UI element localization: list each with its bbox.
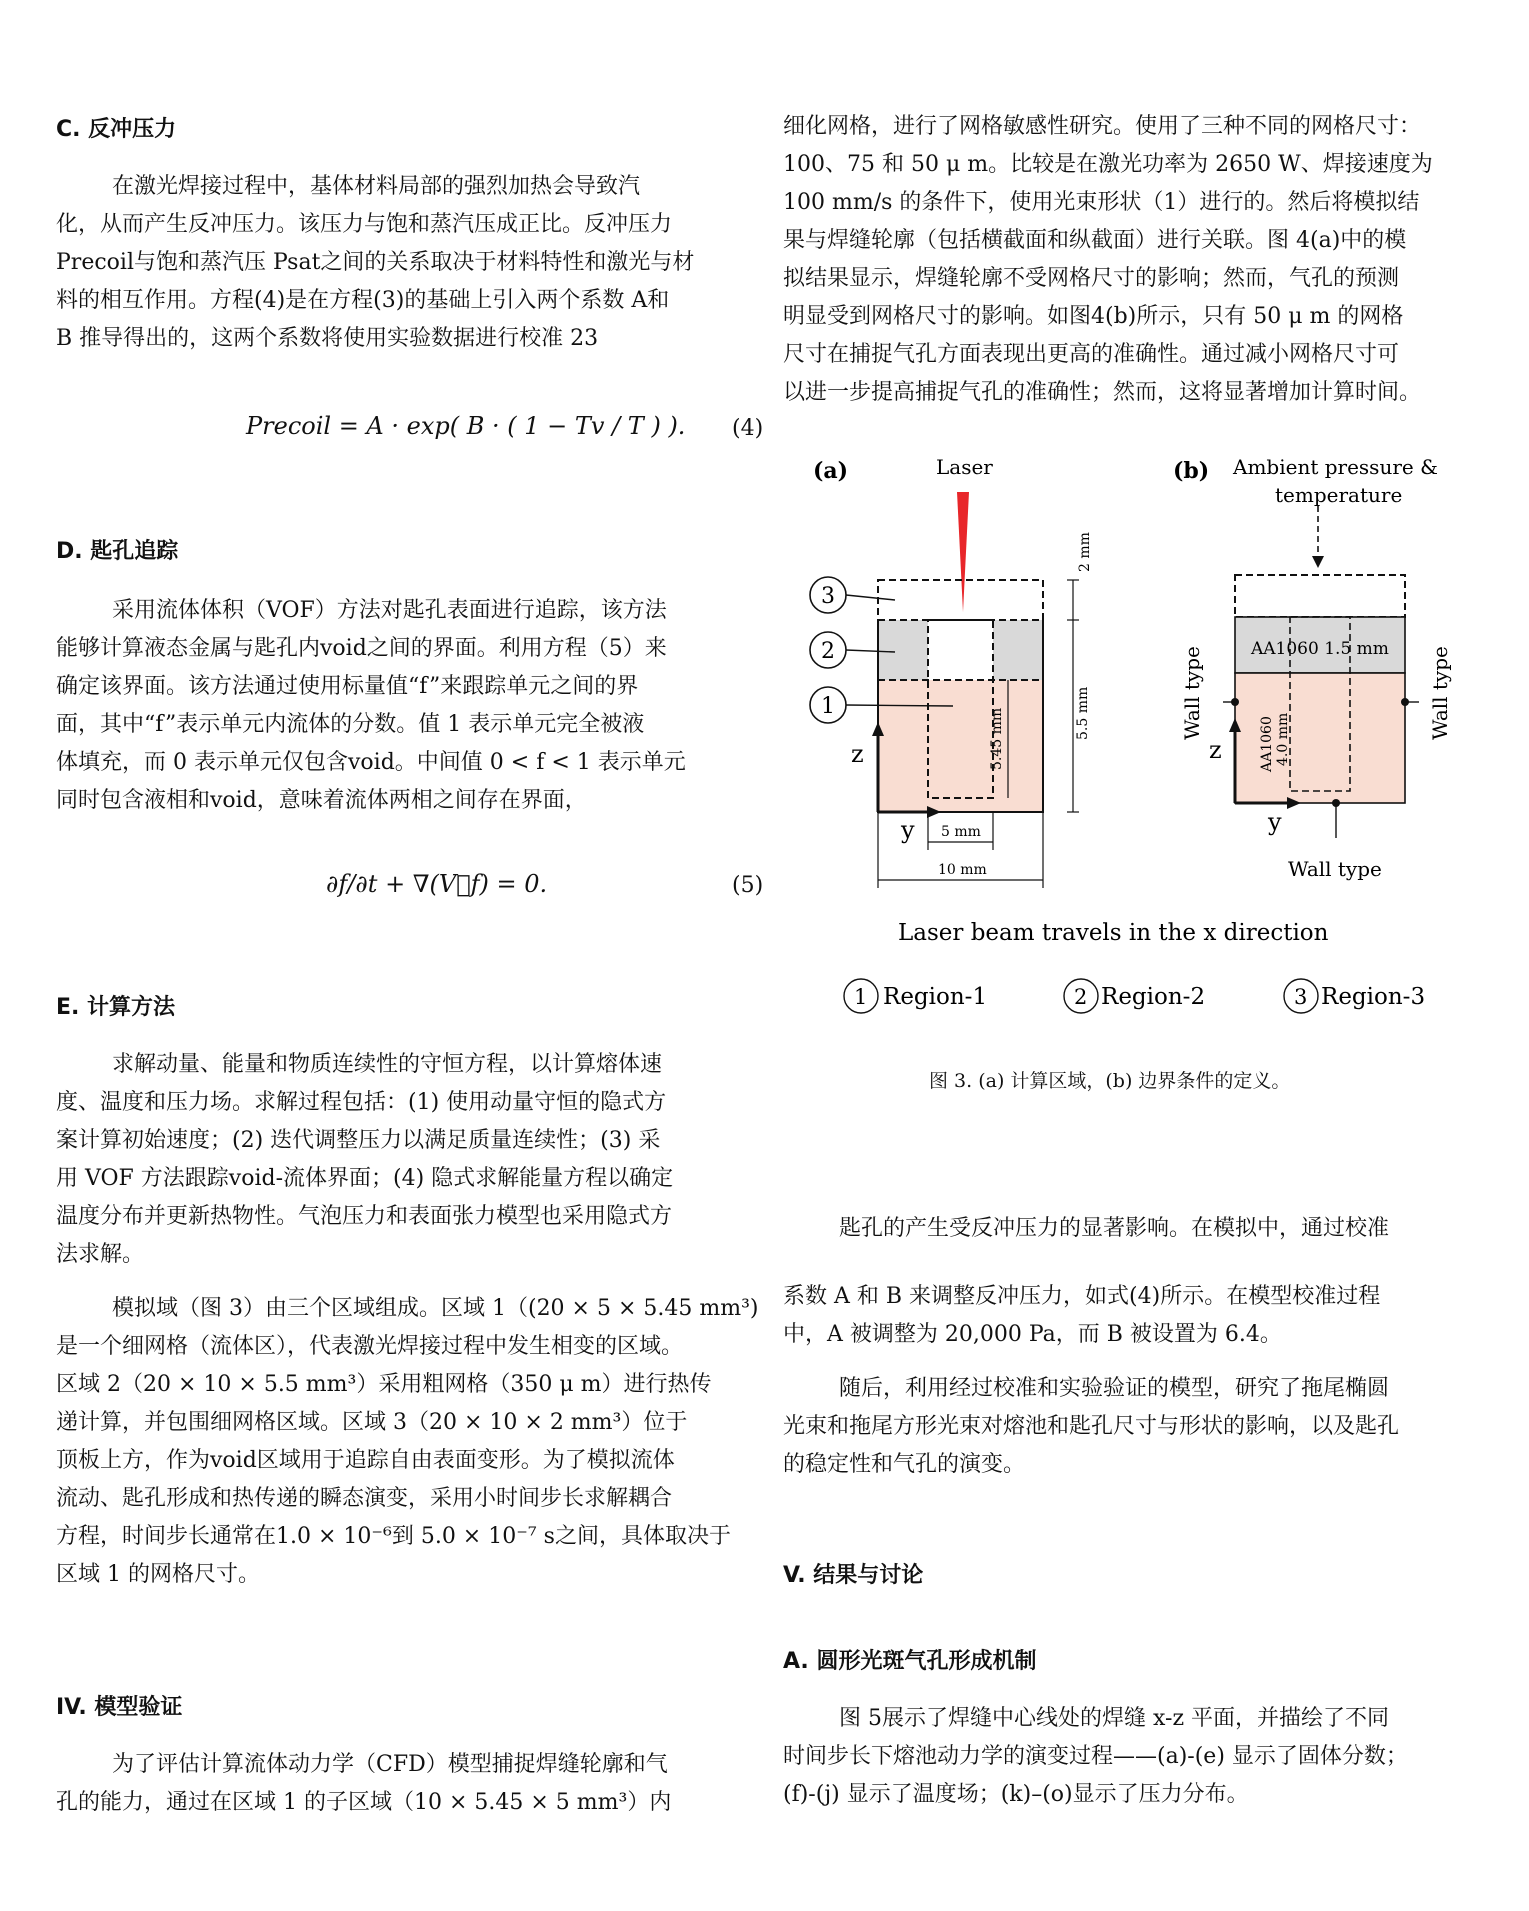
text-line: Precoil与饱和蒸汽压 Psat之间的关系取决于材料特性和激光与材 — [56, 250, 695, 275]
laser-beam — [957, 492, 969, 612]
text-line: 料的相互作用。方程(4)是在方程(3)的基础上引入两个系数 A和 — [56, 288, 670, 313]
equation-4-number: (4) — [732, 416, 764, 441]
panel-a-label: (a) — [813, 458, 849, 484]
section-iv-text — [56, 1746, 756, 1822]
text-line: 用 VOF 方法跟踪void-流体界面；(4) 隐式求解能量方程以确定 — [56, 1166, 674, 1191]
text-line: 果与焊缝轮廓（包括横截面和纵截面）进行关联。图 4(a)中的模 — [783, 228, 1407, 253]
dim-5-5mm-label: 5.5 mm — [1075, 686, 1091, 740]
equation-5-number: (5) — [732, 873, 764, 898]
figure-3 — [783, 440, 1503, 1040]
leader-line — [846, 595, 895, 600]
dim-10mm-label: 10 mm — [938, 862, 987, 878]
legend-region-2: Region-2 — [1101, 984, 1206, 1010]
text-line: 确定该界面。该方法通过使用标量值“f”来跟踪单元之间的界 — [56, 674, 639, 699]
text-line: 拟结果显示，焊缝轮廓不受网格尺寸的影响；然而，气孔的预测 — [783, 266, 1400, 291]
text-line: 化，从而产生反冲压力。该压力与饱和蒸汽压成正比。反冲压力 — [56, 212, 673, 237]
panel-b-label: (b) — [1173, 458, 1210, 484]
text-line: 方程，时间步长通常在1.0 × 10⁻⁶到 5.0 × 10⁻⁷ s之间，具体取决于 — [56, 1524, 731, 1549]
wall-type-right: Wall type — [1428, 646, 1452, 740]
section-iv-heading: IV. 模型验证 — [56, 1695, 183, 1720]
text-line: 面，其中“f”表示单元内流体的分数。值 1 表示单元完全被液 — [56, 712, 645, 737]
text-line: 随后，利用经过校准和实验验证的模型，研究了拖尾椭圆 — [839, 1376, 1390, 1401]
text-line: 案计算初始速度；(2) 迭代调整压力以满足质量连续性；(3) 采 — [56, 1128, 661, 1153]
travel-direction-label: Laser beam travels in the x direction — [898, 920, 1329, 946]
leader-line — [846, 705, 953, 706]
text-line: 温度分布并更新热物性。气泡压力和表面张力模型也采用隐式方 — [56, 1204, 673, 1229]
equation-5: ∂f/∂t + ∇(V⃗f) = 0. — [326, 870, 548, 898]
text-line: 的稳定性和气孔的演变。 — [783, 1452, 1026, 1477]
section-d-heading: D. 匙孔追踪 — [56, 539, 179, 564]
ambient-label-2: temperature — [1275, 483, 1403, 507]
region-2-right — [993, 620, 1043, 680]
dim-2mm-label: 2 mm — [1077, 532, 1093, 572]
wall-type-bottom: Wall type — [1288, 857, 1382, 881]
ambient-label-1: Ambient pressure & — [1233, 455, 1438, 479]
text-line: 图 5展示了焊缝中心线处的焊缝 x-z 平面，并描绘了不同 — [839, 1706, 1390, 1731]
equation-4: Precoil = A · exp( B · ( 1 − Tv / T ) ). — [246, 412, 686, 440]
text-line: 同时包含液相和void，意味着流体两相之间存在界面， — [56, 788, 587, 813]
section-e-heading: E. 计算方法 — [56, 995, 176, 1020]
section-c-text — [56, 168, 756, 358]
text-line: 细化网格，进行了网格敏感性研究。使用了三种不同的网格尺寸： — [783, 114, 1422, 139]
text-line: 以进一步提高捕捉气孔的准确性；然而，这将显著增加计算时间。 — [783, 380, 1422, 405]
wall-type-left: Wall type — [1180, 646, 1204, 740]
text-line: 求解动量、能量和物质连续性的守恒方程，以计算熔体速 — [112, 1052, 663, 1077]
text-line: 模拟域（图 3）由三个区域组成。区域 1（(20 × 5 × 5.45 mm³) — [112, 1296, 759, 1321]
text-line: 采用流体体积（VOF）方法对匙孔表面进行追踪，该方法 — [112, 598, 667, 623]
laser-label: Laser — [936, 455, 993, 479]
legend-marker-3-text: 3 — [1294, 985, 1308, 1009]
text-line: 度、温度和压力场。求解过程包括：(1) 使用动量守恒的隐式方 — [56, 1090, 667, 1115]
y-axis-label: y — [901, 816, 915, 844]
text-line: 中，A 被调整为 20,000 Pa，而 B 被设置为 6.4。 — [783, 1322, 1282, 1347]
text-line: (f)-(j) 显示了温度场；(k)–(o)显示了压力分布。 — [783, 1782, 1249, 1807]
right-mid-line1 — [783, 1210, 1503, 1248]
legend-region-3: Region-3 — [1321, 984, 1426, 1010]
section-e-para1 — [56, 1046, 756, 1274]
y-axis-b-label: y — [1268, 808, 1282, 836]
text-line: 体填充，而 0 表示单元仅包含void。中间值 0 < f < 1 表示单元 — [56, 750, 686, 775]
void-region-b — [1235, 575, 1405, 617]
text-line: 系数 A 和 B 来调整反冲压力，如式(4)所示。在模型校准过程 — [783, 1284, 1381, 1309]
legend-marker-2-text: 2 — [1074, 985, 1088, 1009]
marker-2-text: 2 — [821, 639, 835, 664]
text-line: 递计算，并包围细网格区域。区域 3（20 × 10 × 2 mm³）位于 — [56, 1410, 688, 1435]
section-e-para2 — [56, 1290, 759, 1594]
marker-1-text: 1 — [821, 694, 835, 719]
text-line: 100 mm/s 的条件下，使用光束形状（1）进行的。然后将模拟结 — [783, 190, 1420, 215]
text-line: 孔的能力，通过在区域 1 的子区域（10 × 5.45 × 5 mm³）内 — [56, 1790, 672, 1815]
text-line: 区域 1 的网格尺寸。 — [56, 1562, 260, 1587]
text-line: 流动、匙孔形成和热传递的瞬态演变，采用小时间步长求解耦合 — [56, 1486, 673, 1511]
section-v-a-text — [783, 1700, 1503, 1814]
right-top-text — [783, 108, 1503, 412]
section-c-heading: C. 反冲压力 — [56, 117, 177, 142]
section-v-a-heading: A. 圆形光斑气孔形成机制 — [783, 1649, 1037, 1674]
legend-region-1: Region-1 — [883, 984, 988, 1010]
region-2-left — [878, 620, 928, 680]
dim-5mm-label: 5 mm — [941, 824, 981, 840]
aa-side-label-1: AA1060 — [1259, 716, 1275, 772]
marker-3-text: 3 — [821, 584, 835, 609]
text-line: 是一个细网格（流体区），代表激光焊接过程中发生相变的区域。 — [56, 1334, 684, 1359]
text-line: B 推导得出的，这两个系数将使用实验数据进行校准 23 — [56, 326, 599, 351]
text-line: 尺寸在捕捉气孔方面表现出更高的准确性。通过减小网格尺寸可 — [783, 342, 1400, 367]
text-line: 100、75 和 50 μ m。比较是在激光功率为 2650 W、焊接速度为 — [783, 152, 1433, 177]
text-line: 为了评估计算流体动力学（CFD）模型捕捉焊缝轮廓和气 — [112, 1752, 668, 1777]
aa-side-label-2: 4.0 mm — [1275, 712, 1291, 766]
text-line: 顶板上方，作为void区域用于追踪自由表面变形。为了模拟流体 — [56, 1448, 675, 1473]
legend-marker-1-text: 1 — [854, 985, 868, 1009]
text-line: 能够计算液态金属与匙孔内void之间的界面。利用方程（5）来 — [56, 636, 667, 661]
section-v-heading: V. 结果与讨论 — [783, 1563, 924, 1588]
z-axis-b-label: z — [1209, 736, 1222, 764]
right-mid-para2 — [783, 1370, 1503, 1484]
figure-3-caption: 图 3. (a) 计算区域，(b) 边界条件的定义。 — [929, 1070, 1291, 1092]
text-line: 匙孔的产生受反冲压力的显著影响。在模拟中，通过校准 — [839, 1216, 1390, 1241]
text-line: 光束和拖尾方形光束对熔池和匙孔尺寸与形状的影响，以及匙孔 — [783, 1414, 1400, 1439]
text-line: 时间步长下熔池动力学的演变过程——(a)-(e) 显示了固体分数； — [783, 1744, 1408, 1769]
section-d-text — [56, 592, 756, 820]
text-line: 法求解。 — [56, 1242, 145, 1267]
text-line: 区域 2（20 × 10 × 5.5 mm³）采用粗网格（350 μ m）进行热传 — [56, 1372, 712, 1397]
z-axis-label: z — [851, 740, 864, 768]
aa-top-label: AA1060 1.5 mm — [1251, 639, 1389, 659]
region-1-area — [878, 680, 1043, 812]
dim-5-45mm-label: 5.45 mm — [989, 707, 1005, 770]
text-line: 明显受到网格尺寸的影响。如图4(b)所示，只有 50 μ m 的网格 — [783, 304, 1404, 329]
text-line: 在激光焊接过程中，基体材料局部的强烈加热会导致汽 — [112, 174, 641, 199]
right-mid-text — [783, 1278, 1503, 1354]
ambient-arrow-head — [1312, 556, 1324, 568]
